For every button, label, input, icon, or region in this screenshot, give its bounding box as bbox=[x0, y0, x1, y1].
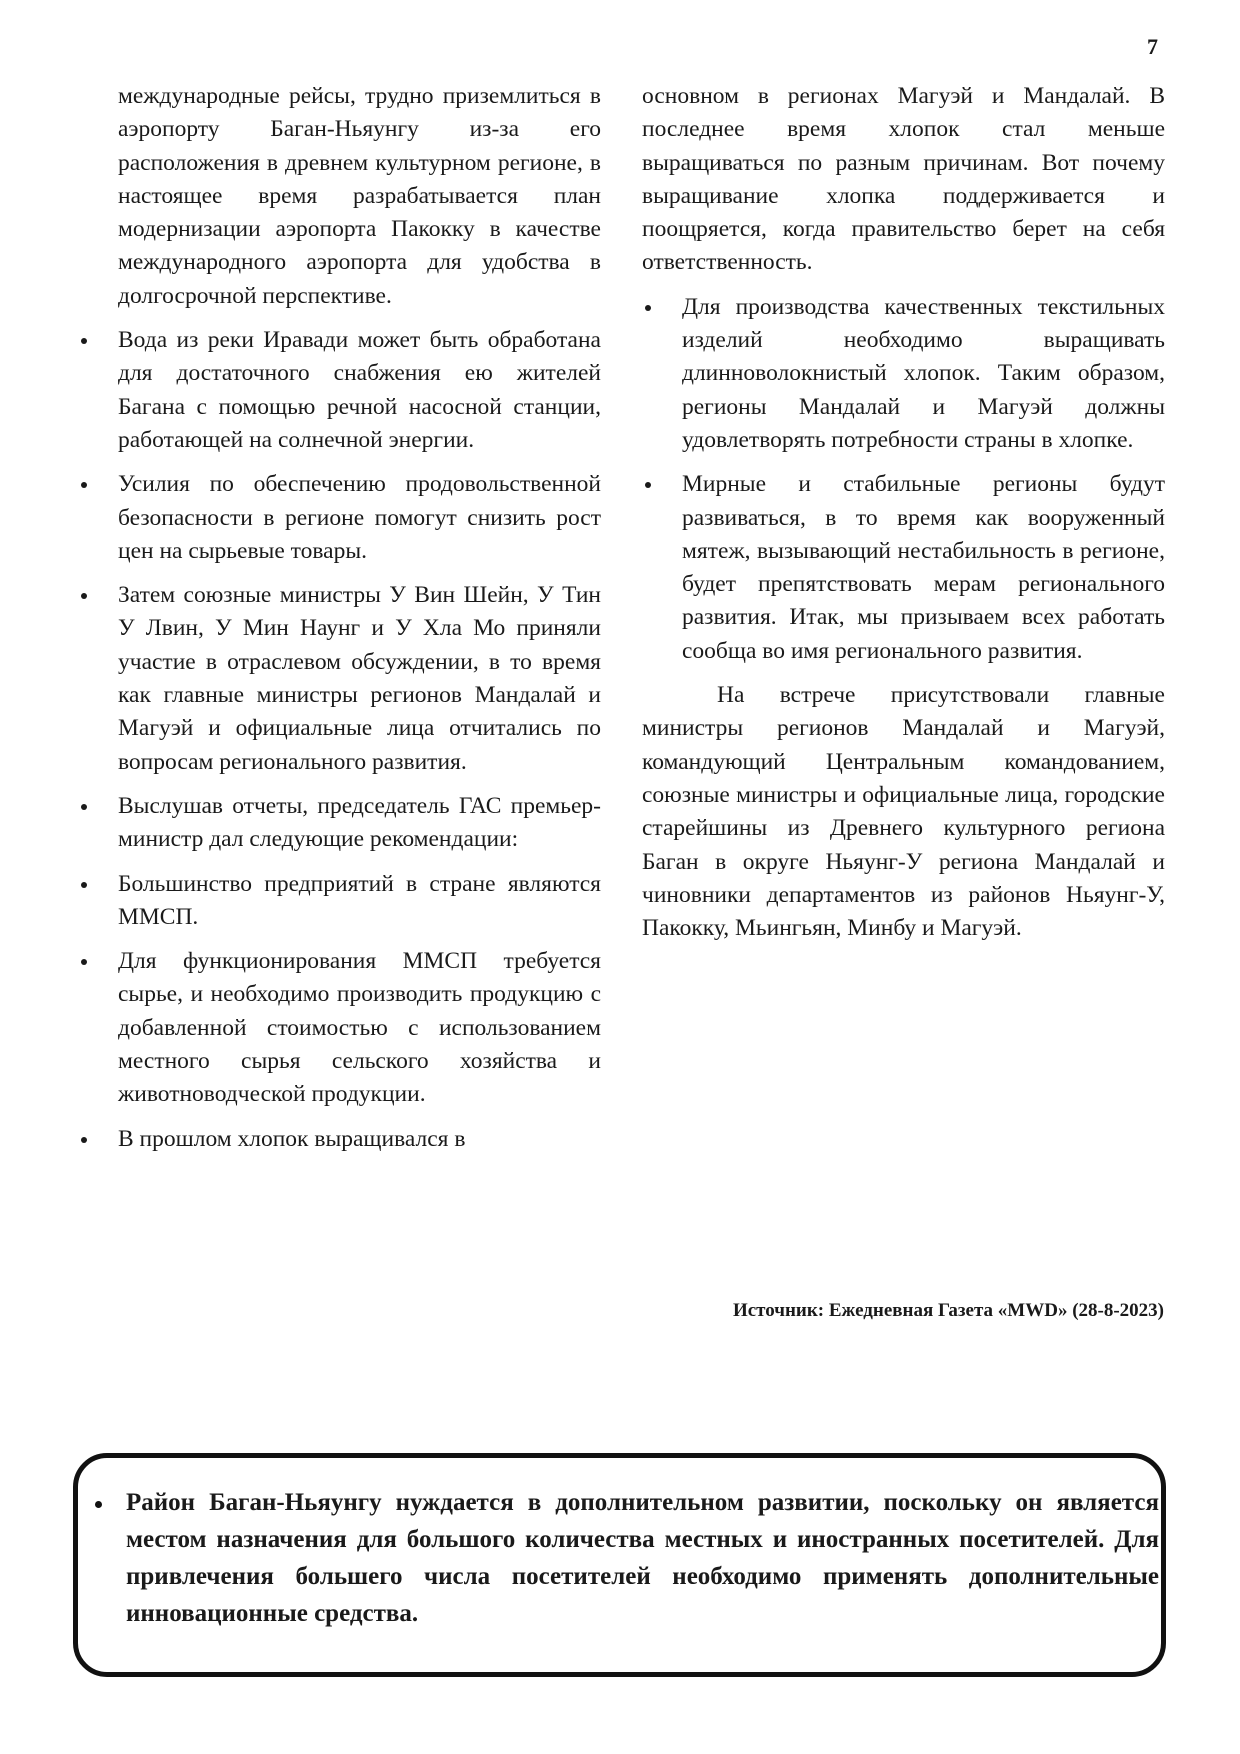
right-continuation-text: основном в регионах Магуэй и Мандалай. В последнее время хлопок стал меньше выращиваться по разным причинам. Вот почему выращивание хлопка поддерживается и поощряется, когда правительство берет на себя ответственность. bbox=[642, 83, 1165, 276]
page-number: 7 bbox=[1147, 34, 1158, 59]
list-item: Для производства качественных текстильных изделий необходимо выращивать длинноволокнистый хлопок. Таким образом, регионы Мандалай и Магуэй должны удовлетворять потребности страны в хлопке. bbox=[642, 291, 1165, 457]
list-item: Для функционирования ММСП требуется сырье, и необходимо производить продукцию с добавленной стоимостью с использованием местного сырья сельского хозяйства и животноводческой продукции. bbox=[78, 945, 601, 1111]
callout-text: Район Баган-Ньяунгу нуждается в дополнительном развитии, поскольку он является местом назначения для большого количества местных и иностранных посетителей. Для привлечения большего числа посетителей необходимо применять дополнительные инновационные средства. bbox=[126, 1489, 1159, 1627]
bullet-icon bbox=[95, 1501, 102, 1508]
list-item: Усилия по обеспечению продовольственной безопасности в регионе помогут снизить рост цен на сырьевые товары. bbox=[78, 468, 601, 568]
left-continuation-paragraph: международные рейсы, трудно приземлиться в аэропорту Баган-Ньяунгу из-за его расположения в древнем культурном регионе, в настоящее время разрабатывается план модернизации аэропорта Пакокку в качестве международного аэропорта для удобства в долгосрочной перспективе. bbox=[118, 83, 601, 309]
right-column bbox=[642, 80, 1165, 945]
closing-paragraph: На встрече присутствовали главные министры регионов Мандалай и Магуэй, командующий Центральным командованием, союзные министры и официальные лица, городские старейшины из Древнего культурного региона Баган в округе Ньяунг-У региона Мандалай и чиновники департаментов из районов Ньяунг-У, Пакокку, Мьингьян, Минбу и Магуэй. bbox=[642, 682, 1165, 942]
source-citation: Источник: Ежедневная Газета «MWD» (28-8-2023) bbox=[732, 1300, 1164, 1321]
list-item: Выслушав отчеты, председатель ГАС премьер-министр дал следующие рекомендации: bbox=[78, 790, 601, 857]
list-item: Затем союзные министры У Вин Шейн, У Тин У Лвин, У Мин Наунг и У Хла Мо приняли участие в отраслевом обсуждении, в то время как главные министры регионов Мандалай и Магуэй и официальные лица отчитались по вопросам регионального развития. bbox=[78, 579, 601, 779]
list-item: Вода из реки Иравади может быть обработана для достаточного снабжения ею жителей Багана с помощью речной насосной станции, работающей на солнечной энергии. bbox=[78, 324, 601, 457]
list-item: В прошлом хлопок выращивался в bbox=[78, 1123, 601, 1156]
list-item: Мирные и стабильные регионы будут развиваться, в то время как вооруженный мятеж, вызывающий нестабильность в регионе, будет препятствовать мерам регионального развития. Итак, мы призываем всех работать сообща во имя регионального развития. bbox=[642, 468, 1165, 668]
right-continuation-paragraph bbox=[642, 80, 1165, 280]
left-column bbox=[78, 80, 601, 1167]
list-item: Большинство предприятий в стране являются ММСП. bbox=[78, 868, 601, 935]
